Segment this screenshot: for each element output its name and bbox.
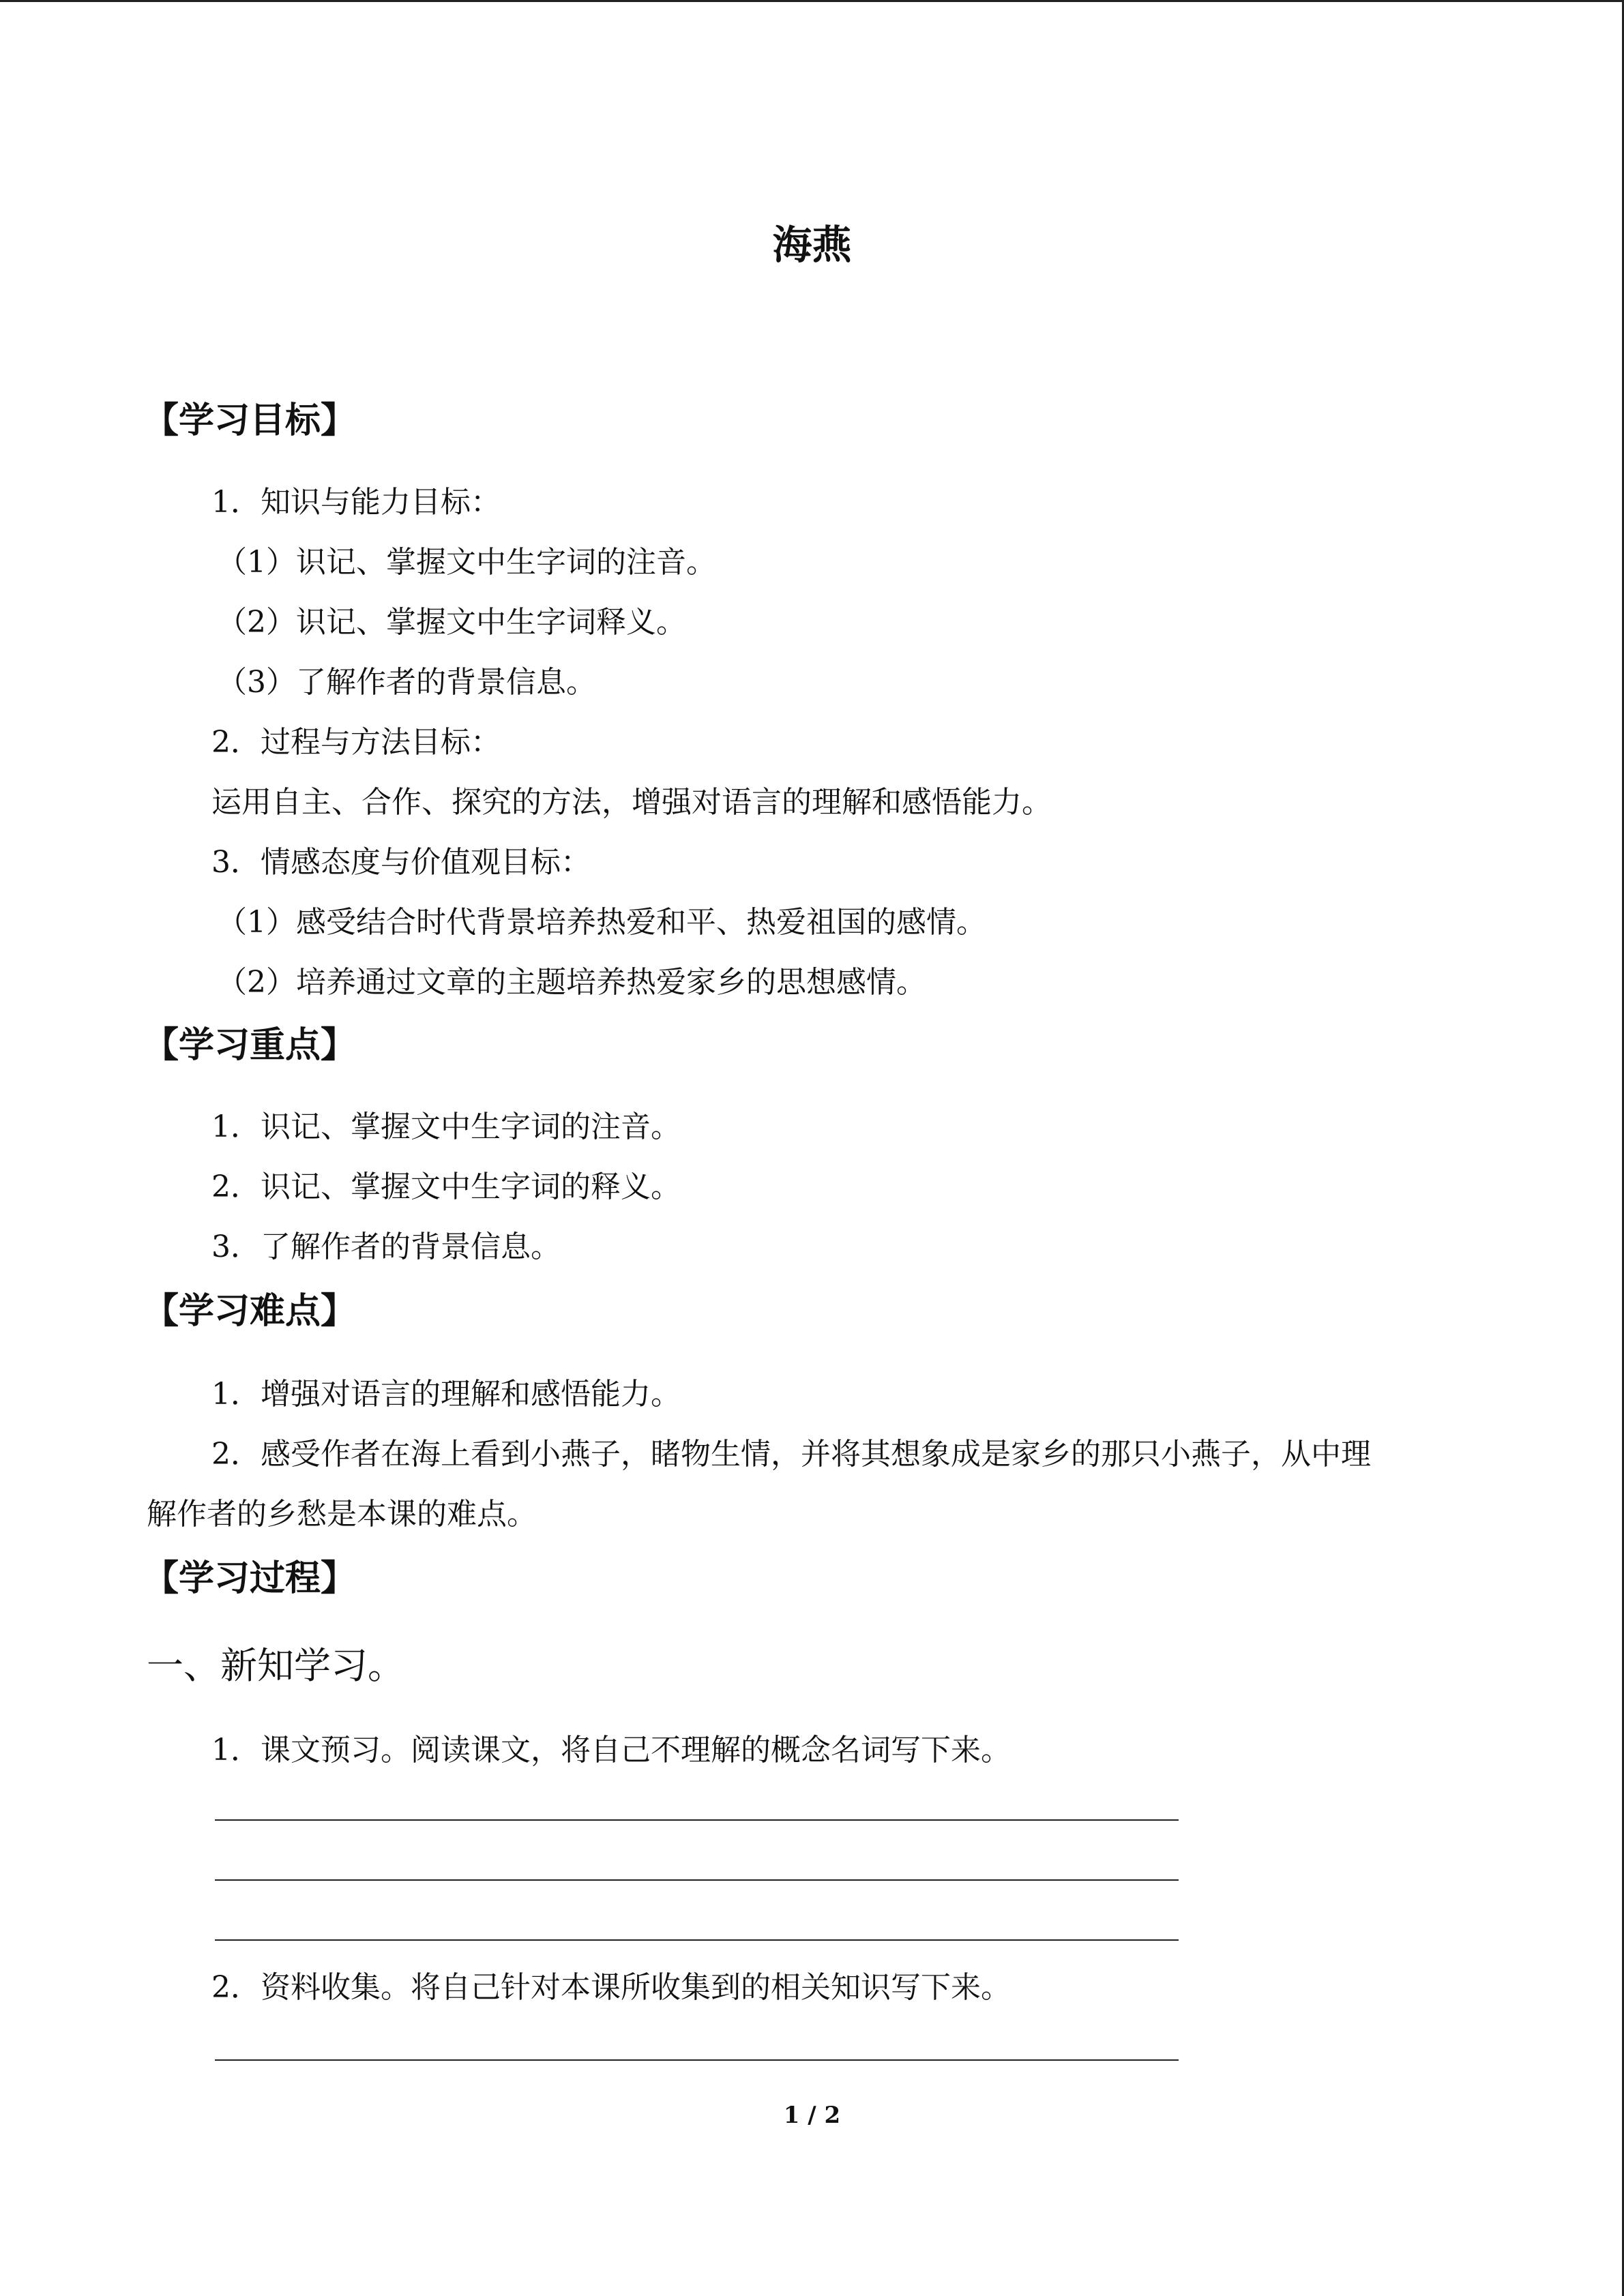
key-point-line: 1．识记、掌握文中生字词的注音。 bbox=[211, 1109, 681, 1144]
difficulty-line: 1．增强对语言的理解和感悟能力。 bbox=[211, 1377, 681, 1412]
objective-line: 1．知识与能力目标： bbox=[211, 485, 501, 520]
document-title: 海燕 bbox=[772, 222, 852, 268]
objective-line: （3）了解作者的背景信息。 bbox=[217, 665, 596, 700]
task-preview: 1．课文预习。阅读课文，将自己不理解的概念名词写下来。 bbox=[211, 1733, 1011, 1768]
objective-line: （2）培养通过文章的主题培养热爱家乡的思想感情。 bbox=[217, 965, 926, 1000]
objective-line: （2）识记、掌握文中生字词释义。 bbox=[217, 605, 686, 640]
page-number: 1 / 2 bbox=[783, 2102, 841, 2129]
key-point-line: 2．识记、掌握文中生字词的释义。 bbox=[211, 1169, 681, 1204]
page-top-border bbox=[0, 0, 1624, 2]
objective-line: 2．过程与方法目标： bbox=[211, 725, 501, 760]
task-material-collection: 2．资料收集。将自己针对本课所收集到的相关知识写下来。 bbox=[211, 1970, 1011, 2005]
answer-line[interactable] bbox=[215, 1879, 1179, 1881]
objective-line: 3．情感态度与价值观目标： bbox=[211, 845, 591, 880]
answer-line[interactable] bbox=[215, 1939, 1179, 1941]
answer-line[interactable] bbox=[215, 2059, 1179, 2061]
objective-line: 运用自主、合作、探究的方法，增强对语言的理解和感悟能力。 bbox=[211, 785, 1052, 820]
part-one-heading: 一、新知学习。 bbox=[147, 1644, 404, 1687]
objective-line: （1）识记、掌握文中生字词的注音。 bbox=[217, 545, 716, 580]
section-heading-key-points: 【学习重点】 bbox=[143, 1025, 357, 1066]
key-point-line: 3．了解作者的背景信息。 bbox=[211, 1229, 561, 1264]
section-heading-objectives: 【学习目标】 bbox=[143, 400, 357, 441]
answer-line[interactable] bbox=[215, 1819, 1179, 1821]
difficulty-line: 2．感受作者在海上看到小燕子，睹物生情，并将其想象成是家乡的那只小燕子，从中理 bbox=[211, 1437, 1371, 1472]
objective-line: （1）感受结合时代背景培养热爱和平、热爱祖国的感情。 bbox=[217, 905, 986, 940]
difficulty-line-continued: 解作者的乡愁是本课的难点。 bbox=[147, 1497, 537, 1532]
section-heading-process: 【学习过程】 bbox=[143, 1558, 357, 1599]
section-heading-difficulties: 【学习难点】 bbox=[143, 1291, 357, 1332]
